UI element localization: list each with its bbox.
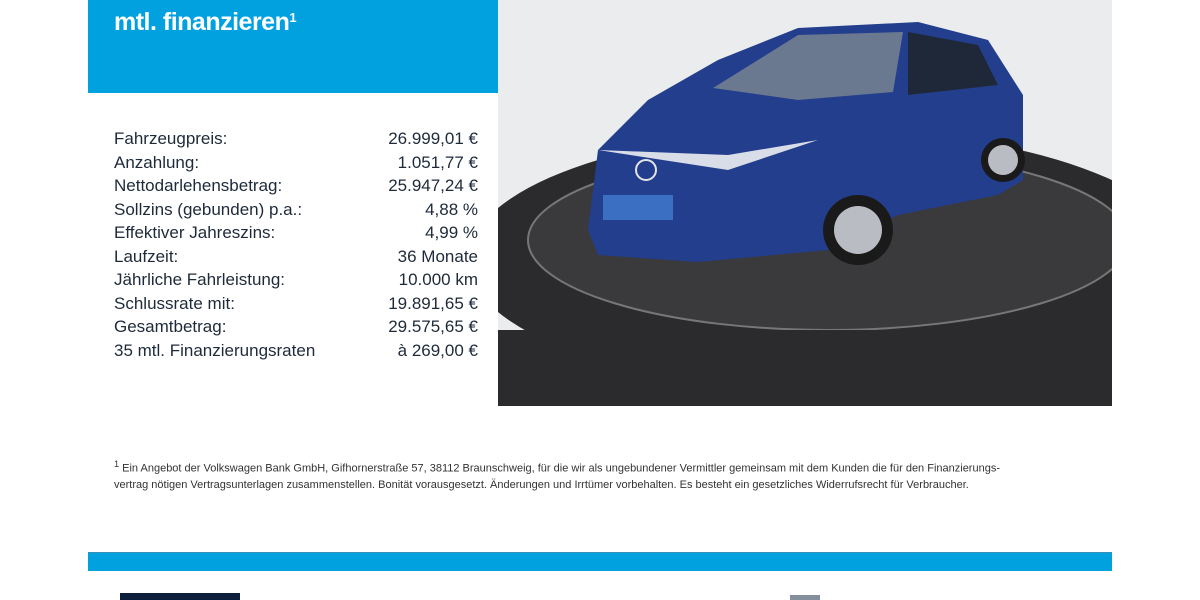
finance-value: 4,88 % (425, 199, 478, 219)
finance-label: Schlussrate mit: (114, 293, 235, 313)
footnote-mark: 1 (289, 10, 297, 25)
finance-label: Nettodarlehensbetrag: (114, 176, 283, 195)
finance-row (114, 200, 478, 224)
finance-label: Anzahlung: (114, 152, 200, 172)
finance-value: 25.947,24 € (388, 176, 478, 195)
finance-value: 19.891,65 € (388, 293, 478, 313)
finance-value: 26.999,01 € (388, 129, 478, 148)
finance-label: Laufzeit: (114, 246, 179, 266)
finance-row (114, 317, 478, 341)
finance-value: 10.000 km (398, 270, 478, 289)
finance-row (114, 176, 478, 200)
finance-label: 35 mtl. Finanzierungsraten (114, 340, 316, 360)
finance-table (114, 129, 478, 364)
footnote-mark: 1 (114, 459, 120, 469)
finance-value: 1.051,77 € (397, 152, 478, 172)
footnote (114, 456, 1034, 493)
finance-row (114, 294, 478, 318)
title-text: mtl. finanzieren (114, 8, 290, 36)
brand-logo (790, 595, 820, 600)
footnote-line: vertrag nötigen Vertragsunterlagen zusammenstellen. Bonität vorausgesetzt. Änderungen und Irrtümer vorbehalten. Es besteht ein gesetzliches Widerrufsrecht für Verbraucher. (114, 478, 969, 491)
finance-value: 36 Monate (397, 246, 478, 266)
finance-label: Fahrzeugpreis: (114, 129, 228, 148)
finance-row (114, 341, 478, 365)
finance-label: Gesamtbetrag: (114, 317, 227, 336)
footnote-line: Ein Angebot der Volkswagen Bank GmbH, Gifhornerstraße 57, 38112 Braunschweig, für die wir als ungebundener Vermittler gemeinsam mit dem Kunden die für den Finanzierungs- (122, 462, 1000, 475)
finance-value: à 269,00 € (397, 340, 478, 360)
finance-row (114, 247, 478, 271)
car-photo (498, 0, 1112, 406)
finance-row (114, 129, 478, 153)
finance-value: 4,99 % (425, 223, 478, 242)
finance-label: Jährliche Fahrleistung: (114, 270, 286, 289)
car-image (498, 0, 1112, 406)
finance-label: Sollzins (gebunden) p.a.: (114, 199, 303, 219)
finance-row (114, 270, 478, 294)
dealer-logo (120, 593, 240, 600)
finance-value: 29.575,65 € (388, 317, 478, 336)
title-banner (88, 0, 498, 93)
page-title (114, 8, 296, 37)
footer-bar (88, 552, 1112, 571)
finance-row (114, 223, 478, 247)
finance-label: Effektiver Jahreszins: (114, 223, 276, 242)
finance-row (114, 153, 478, 177)
